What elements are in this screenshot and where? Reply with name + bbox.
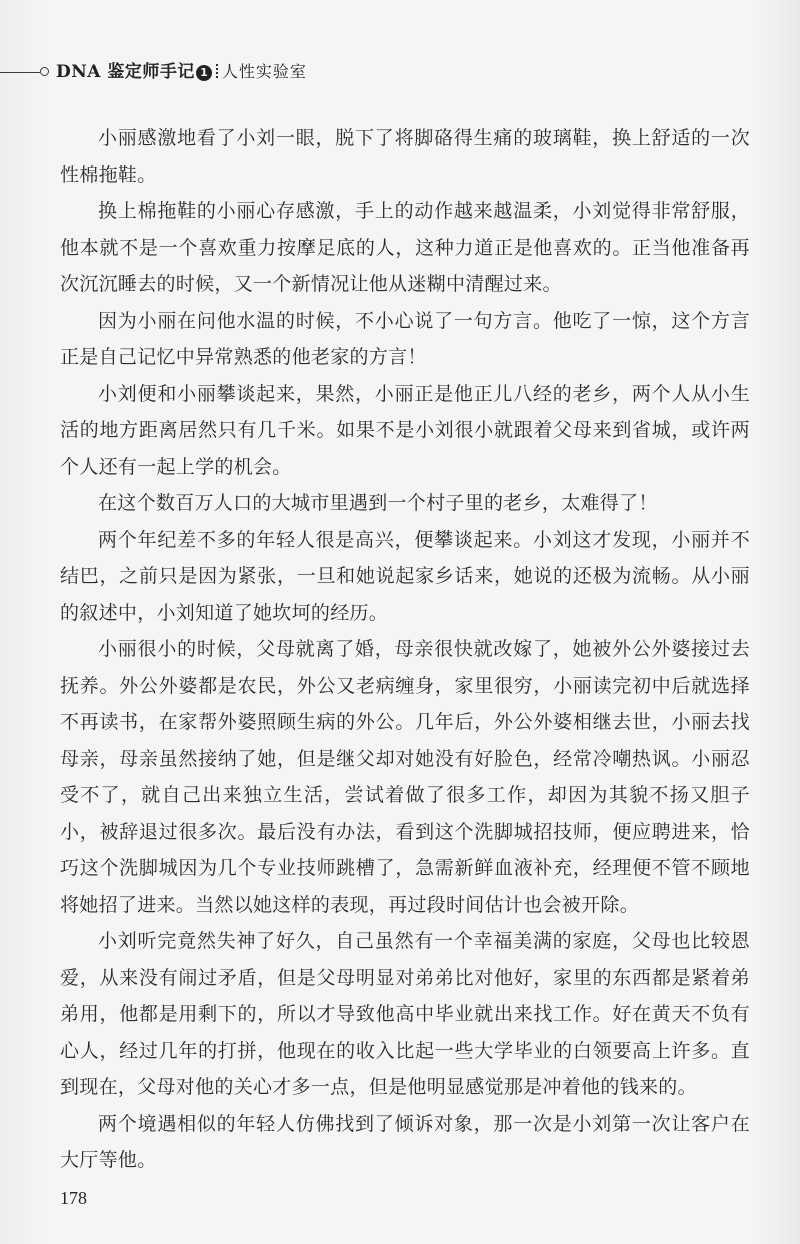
body-text [60, 120, 750, 1179]
header-rule [0, 72, 40, 73]
book-subtitle: 人性实验室 [221, 62, 307, 81]
header-circle-ornament [40, 67, 49, 76]
paragraph: 两个境遇相似的年轻人仿佛找到了倾诉对象，那一次是小刘第一次让客户在大厅等他。 [60, 1112, 750, 1171]
paragraph: 在这个数百万人口的大城市里遇到一个村子里的老乡，太难得了！ [98, 492, 658, 514]
paragraph: 因为小丽在问他水温的时候，不小心说了一句方言。他吃了一惊，这个方言正是自己记忆中异常熟悉的他老家的方言！ [60, 309, 750, 368]
paragraph: 小刘听完竟然失神了好久，自己虽然有一个幸福美满的家庭，父母也比较恩爱，从来没有闹过矛盾，但是父母明显对弟弟比对他好，家里的东西都是紧着弟弟用，他都是用剩下的，所以才导致他高中毕业就出来找工作。好在黄天不负有心人，经过几年的打拼，他现在的收入比起一些大学毕业的白领要高上许多。直到现在，父母对他的关心才多一点，但是他明显感觉那是冲着他的钱来的。 [60, 930, 750, 1098]
paragraph: 换上棉拖鞋的小丽心存感激，手上的动作越来越温柔，小刘觉得非常舒服，他本就不是一个喜欢重力按摩足底的人，这种力道正是他喜欢的。正当他准备再次沉沉睡去的时候，又一个新情况让他从迷糊中清醒过来。 [60, 200, 750, 295]
paragraph: 小刘便和小丽攀谈起来，果然，小丽正是他正儿八经的老乡，两个人从小生活的地方距离居然只有几千米。如果不是小刘很小就跟着父母来到省城，或许两个人还有一起上学的机会。 [60, 382, 750, 478]
paragraph: 小丽很小的时候，父母就离了婚，母亲很快就改嫁了，她被外公外婆接过去抚养。外公外婆都是农民，外公又老病缠身，家里很穷，小丽读完初中后就选择不再读书，在家帮外婆照顾生病的外公。几年后，外公外婆相继去世，小丽去找母亲，母亲虽然接纳了她，但是继父却对她没有好脸色，经常冷嘲热讽。小丽忍受不了，就自己出来独立生活，尝试着做了很多工作，却因为其貌不扬又胆子小，被辞退过很多次。最后没有办法，看到这个洗脚城招技师，便应聘进来，恰巧这个洗脚城因为几个专业技师跳槽了，急需新鲜血液补充，经理便不管不顾地将她招了进来。当然以她这样的表现，再过段时间估计也会被开除。 [60, 638, 750, 916]
paragraph: 小丽感激地看了小刘一眼，脱下了将脚硌得生痛的玻璃鞋，换上舒适的一次性棉拖鞋。 [60, 127, 750, 186]
page-number: 178 [60, 1188, 87, 1208]
running-header [0, 58, 400, 88]
book-title: DNA 鉴定师手记 [56, 62, 195, 82]
header-text [56, 58, 307, 86]
header-separator [216, 64, 218, 79]
paragraph: 两个年纪差不多的年轻人很是高兴，便攀谈起来。小刘这才发现，小丽并不结巴，之前只是因为紧张，一旦和她说起家乡话来，她说的还极为流畅。从小丽的叙述中，小刘知道了她坎坷的经历。 [60, 528, 750, 624]
volume-badge: 1 [196, 65, 212, 81]
